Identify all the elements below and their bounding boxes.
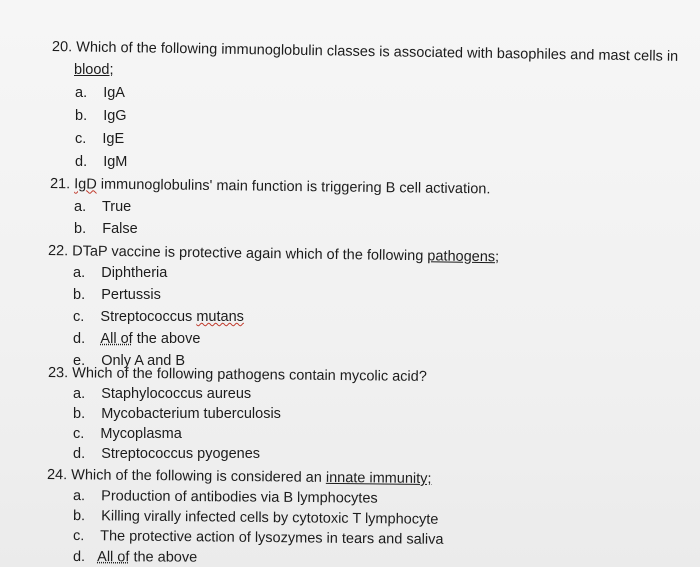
question-20-continuation: blood;: [74, 62, 114, 78]
option-24-d: [73, 548, 197, 567]
question-number: 24.: [46, 467, 68, 484]
question-text-suffix: pathogens;: [427, 248, 500, 266]
option-text: Only A and B: [101, 353, 186, 369]
option-letter: c.: [73, 309, 85, 325]
option-text: IgM: [103, 154, 128, 170]
option-text: Streptococcus: [100, 309, 197, 325]
question-text: immunoglobulins' main function is triggering B cell activation.: [96, 176, 491, 198]
question-number: 20.: [51, 39, 73, 56]
option-22-d: [73, 330, 200, 348]
option-letter: c.: [72, 528, 85, 545]
option-21-a: [74, 198, 131, 216]
option-text: Production of antibodies via B lymphocytes: [101, 488, 378, 507]
option-letter: c.: [73, 426, 85, 442]
question-text: DTaP vaccine is protective again which of the following: [72, 243, 428, 265]
option-24-c: [73, 527, 444, 549]
option-letter: a.: [73, 386, 86, 402]
option-20-c: [75, 130, 124, 148]
option-text: Pertussis: [101, 287, 161, 303]
option-text: Mycoplasma: [100, 426, 182, 442]
option-letter: d.: [72, 549, 86, 566]
option-20-b: [75, 107, 127, 125]
option-letter: a.: [72, 488, 86, 505]
option-23-b: [73, 405, 281, 423]
option-text: Killing virally infected cells by cytotoxic T lymphocyte: [101, 508, 439, 528]
question-text: Which of the following is considered an: [71, 467, 326, 486]
option-text: True: [101, 199, 132, 215]
option-22-c: [73, 308, 244, 326]
option-letter: b.: [72, 508, 86, 525]
option-letter: a.: [74, 199, 87, 215]
question-21: [50, 175, 491, 198]
option-text-prefix: All of: [100, 331, 133, 347]
option-letter: d.: [73, 331, 86, 347]
option-text: False: [102, 221, 138, 237]
option-text: IgG: [103, 108, 127, 124]
option-letter: d.: [73, 446, 86, 462]
option-text: the above: [132, 331, 201, 347]
option-letter: c.: [75, 131, 87, 147]
option-letter: b.: [75, 108, 88, 124]
option-letter: a.: [73, 265, 86, 281]
question-number: 21.: [49, 176, 71, 193]
option-text-suffix: mutans: [196, 309, 244, 325]
option-letter: b.: [73, 287, 86, 303]
question-23: [48, 364, 427, 386]
option-text: IgE: [102, 131, 125, 147]
option-text: IgA: [103, 85, 125, 101]
option-text: Mycobacterium tuberculosis: [101, 406, 281, 422]
option-24-a: [73, 487, 378, 508]
option-text-prefix: All of: [97, 549, 130, 566]
option-23-c: [73, 425, 182, 443]
option-24-b: [73, 507, 439, 529]
question-text: Which of the following immunoglobulin classes is associated with basophiles and mast cells in: [76, 39, 679, 65]
option-text: Streptococcus pyogenes: [101, 446, 261, 462]
question-number: 22.: [47, 243, 69, 260]
option-22-b: [73, 286, 161, 304]
question-text-suffix: innate immunity;: [325, 469, 432, 488]
option-letter: b.: [73, 406, 86, 422]
question-22: [48, 242, 499, 266]
question-20: [52, 38, 678, 66]
option-22-a: [73, 264, 167, 282]
option-letter: a.: [75, 85, 88, 101]
option-letter: d.: [75, 154, 88, 170]
option-23-d: [73, 445, 260, 463]
question-24: [47, 466, 432, 488]
question-text-prefix: IgD: [74, 176, 97, 193]
option-letter: b.: [74, 221, 87, 237]
option-letter: e.: [73, 353, 86, 369]
option-23-a: [73, 385, 251, 403]
option-20-a: [75, 84, 125, 102]
option-text: the above: [129, 549, 198, 566]
option-text: Diphtheria: [101, 265, 168, 281]
option-20-d: [75, 153, 127, 171]
option-text: The protective action of lysozymes in tears and saliva: [100, 528, 444, 548]
option-21-b: [74, 220, 138, 238]
question-number: 23.: [47, 365, 69, 382]
question-text: Which of the following pathogens contain mycolic acid?: [72, 365, 427, 385]
option-text: Staphylococcus aureus: [101, 386, 252, 402]
